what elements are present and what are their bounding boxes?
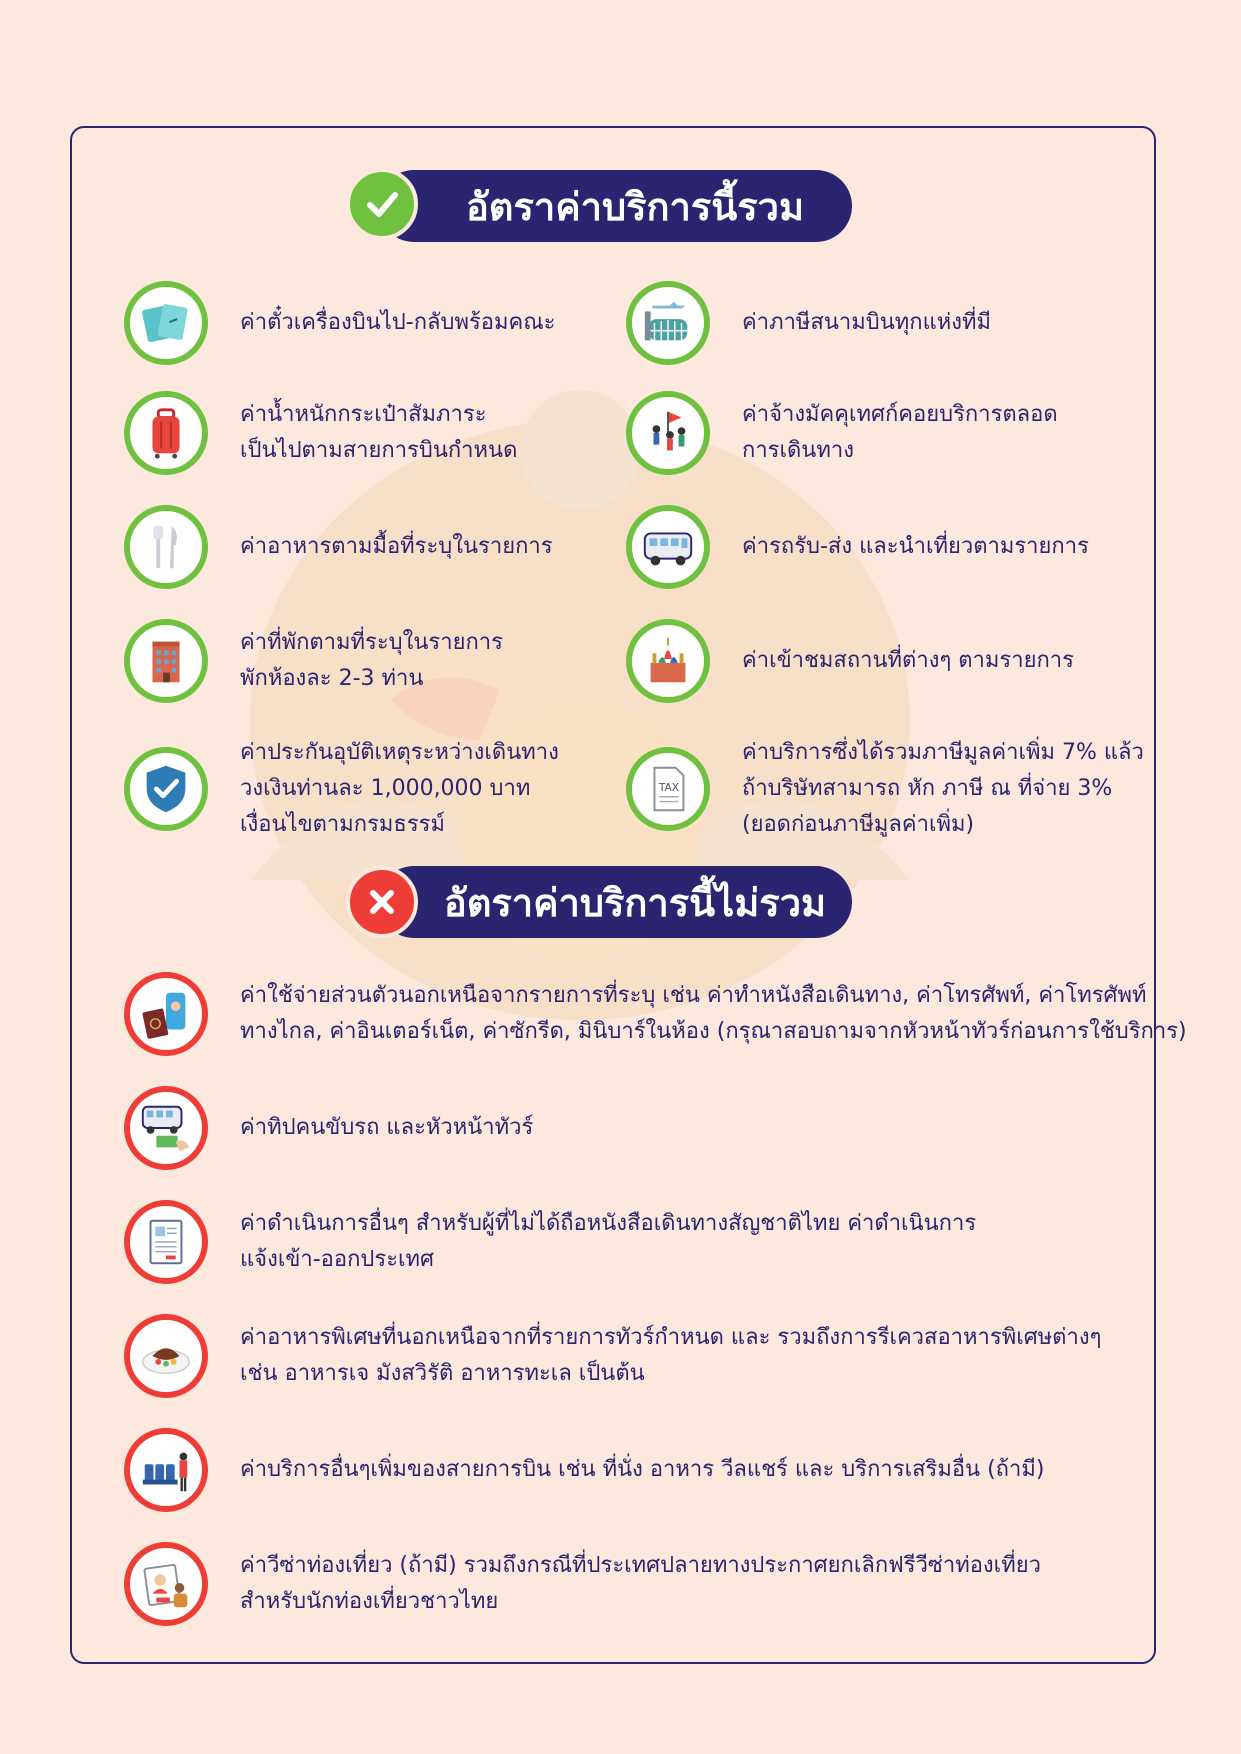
passport-phone-icon <box>124 972 208 1056</box>
cross-icon <box>346 866 418 938</box>
excluded-item-personal <box>124 972 1187 1056</box>
included-item-luggage <box>124 391 517 475</box>
landmark-icon <box>626 619 710 703</box>
check-icon <box>346 168 418 240</box>
excluded-heading <box>378 866 852 938</box>
excluded-item-airline-extras <box>124 1428 1044 1512</box>
excluded-heading-text: อัตราค่าบริการนี้ไม่รวม <box>443 880 827 925</box>
included-item-insurance-text: ค่าประกันอุบัติเหตุระหว่างเดินทาง วงเงินท่านละ 1,000,000 บาท เงื่อนไขตามกรมธรรม์ <box>240 740 559 837</box>
included-heading-text: อัตราค่าบริการนี้รวม <box>465 184 805 229</box>
tax-icon-label: TAX <box>658 780 680 794</box>
bus-icon <box>626 505 710 589</box>
suitcase-icon <box>124 391 208 475</box>
excluded-item-non-thai-text: ค่าดำเนินการอื่นๆ สำหรับผู้ที่ไม่ได้ถือหนังสือเดินทางสัญชาติไทย ค่าดำเนินการ แจ้งเข้า-ออกประเทศ <box>240 1211 977 1272</box>
excluded-item-visa-text: ค่าวีซ่าท่องเที่ยว (ถ้ามี) รวมถึงกรณีที่ประเทศปลายทางประกาศยกเลิกฟรีวีซ่าท่องเที่ยว สำหรับนักท่องเที่ยวชาวไทย <box>240 1553 1041 1614</box>
excluded-item-special-meals-text: ค่าอาหารพิเศษที่นอกเหนือจากที่รายการทัวร์กำหนด และ รวมถึงการรีเควสอาหารพิเศษต่างๆ เช่น อาหารเจ มังสวิรัติ อาหารทะเล เป็นต้น <box>240 1325 1102 1386</box>
visa-icon <box>124 1542 208 1626</box>
included-item-vat <box>626 735 1144 843</box>
included-item-guide-text: ค่าจ้างมัคคุเทศก์คอยบริการตลอด การเดินทาง <box>742 402 1058 463</box>
included-heading <box>378 170 852 242</box>
ticket-icon <box>124 281 208 365</box>
included-item-insurance <box>124 735 559 843</box>
excluded-item-non-thai <box>124 1200 976 1284</box>
excluded-item-personal-text: ค่าใช้จ่ายส่วนตัวนอกเหนือจากรายการที่ระบุ เช่น ค่าทำหนังสือเดินทาง, ค่าโทรศัพท์, ค่าโทรศัพท์ ทางไกล, ค่าอินเตอร์เน็ต, ค่าซักรีด, มินิบาร์ในห้อง (กรุณาสอบถามจากหัวหน้าทัวร์ก่อนการใช้บริการ) <box>240 983 1187 1044</box>
included-item-admission <box>626 619 1074 703</box>
hotel-icon <box>124 619 208 703</box>
shield-icon <box>124 747 208 831</box>
included-item-meals <box>124 505 553 589</box>
included-item-transport-text: ค่ารถรับ-ส่ง และนำเที่ยวตามรายการ <box>742 534 1089 559</box>
tax-icon <box>626 747 710 831</box>
excluded-item-tips-text: ค่าทิปคนขับรถ และหัวหน้าทัวร์ <box>240 1115 534 1140</box>
included-item-transport <box>626 505 1089 589</box>
document-icon <box>124 1200 208 1284</box>
included-item-airfare-text: ค่าตั๋วเครื่องบินไป-กลับพร้อมคณะ <box>240 310 556 335</box>
guide-icon <box>626 391 710 475</box>
included-item-admission-text: ค่าเข้าชมสถานที่ต่างๆ ตามรายการ <box>742 648 1074 673</box>
included-item-meals-text: ค่าอาหารตามมื้อที่ระบุในรายการ <box>240 534 553 559</box>
excluded-item-tips <box>124 1086 533 1170</box>
included-item-luggage-text: ค่าน้ำหนักกระเป๋าสัมภาระ เป็นไปตามสายการบินกำหนด <box>240 402 518 463</box>
meal-plate-icon <box>124 1314 208 1398</box>
excluded-item-airline-extras-text: ค่าบริการอื่นๆเพิ่มของสายการบิน เช่น ที่นั่ง อาหาร วีลแชร์ และ บริการเสริมอื่น (ถ้ามี) <box>240 1457 1045 1482</box>
included-item-guide <box>626 391 1058 475</box>
included-item-hotel-text: ค่าที่พักตามที่ระบุในรายการ พักห้องละ 2-3 ท่าน <box>240 630 503 691</box>
included-item-airport-tax-text: ค่าภาษีสนามบินทุกแห่งที่มี <box>742 310 992 335</box>
bus-tip-icon <box>124 1086 208 1170</box>
airline-seat-icon <box>124 1428 208 1512</box>
airport-icon <box>626 281 710 365</box>
excluded-item-visa <box>124 1542 1041 1626</box>
included-item-vat-text: ค่าบริการซึ่งได้รวมภาษีมูลค่าเพิ่ม 7% แล้ว ถ้าบริษัทสามารถ หัก ภาษี ณ ที่จ่าย 3% (ยอดก่อนภาษีมูลค่าเพิ่ม) <box>742 740 1144 837</box>
excluded-item-special-meals <box>124 1314 1101 1398</box>
included-item-airport-tax <box>626 281 991 365</box>
included-item-airfare <box>124 281 555 365</box>
included-item-hotel <box>124 619 503 703</box>
fork-knife-icon <box>124 505 208 589</box>
